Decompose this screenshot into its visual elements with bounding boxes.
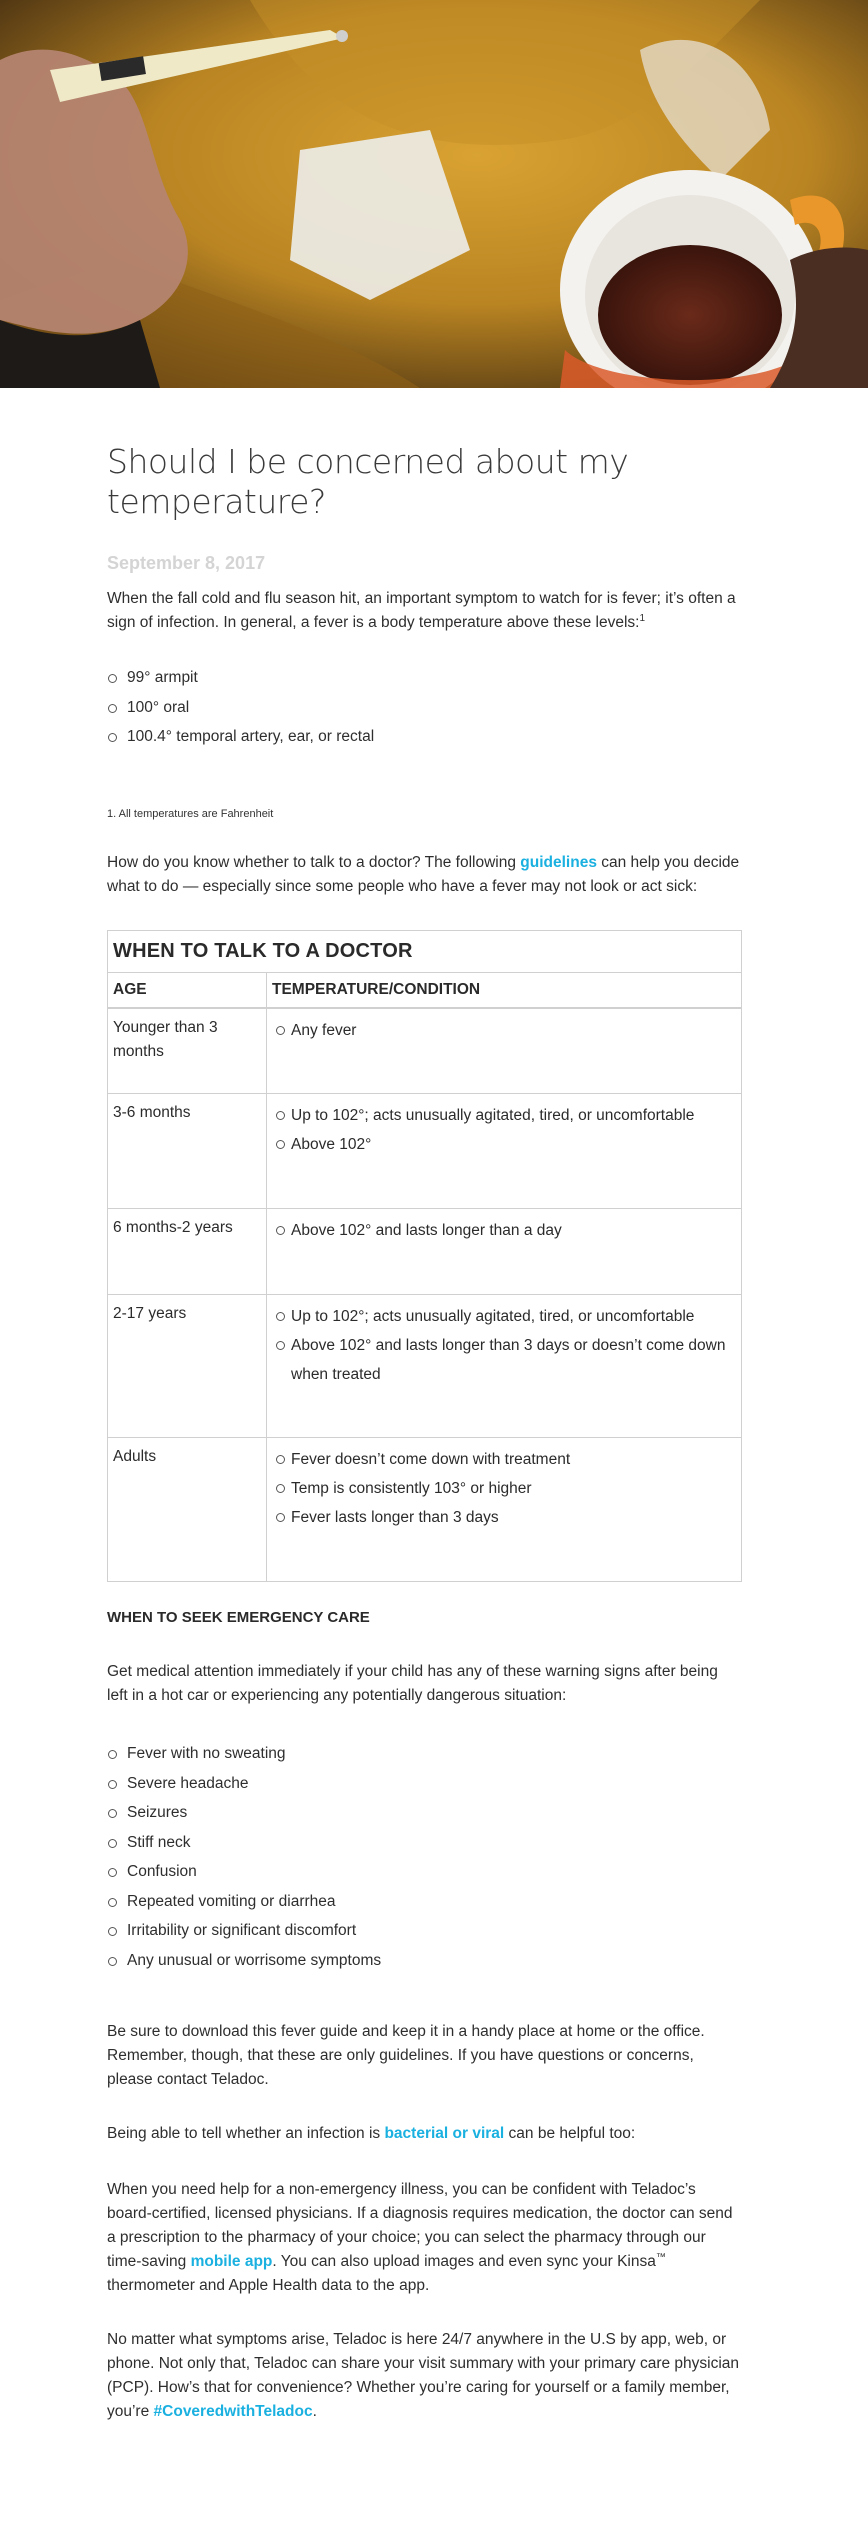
table-row [108,1209,741,1295]
list-item: Fever with no sweating [107,1742,381,1772]
list-item: 99° armpit [107,666,374,696]
col-header-temperature: TEMPERATURE/CONDITION [272,981,481,998]
infection-text-before: Being able to tell whether an infection is [107,2125,385,2142]
intro-paragraph [107,587,742,635]
condition-cell [267,1094,741,1208]
emergency-signs-list [107,1742,381,1978]
help-text-mid: . You can also upload images and even sync your Kinsa [272,2253,656,2270]
col-header-age: AGE [108,973,267,1007]
guidelines-paragraph [107,851,742,899]
condition-item: Temp is consistently 103° or higher [272,1474,741,1503]
condition-item: Fever lasts longer than 3 days [272,1503,741,1532]
help-text-before: When you need help for a non-emergency illness, you can be confident with Teladoc’s board-certified, licensed physicians. If a diagnosis requires medication, the doctor can send a prescription to the pharmacy of your choice; you can select the pharmacy through our time-saving [107,2181,733,2270]
help-paragraph [107,2178,742,2298]
footnote-ref: 1 [639,612,646,624]
list-item: Stiff neck [107,1831,381,1861]
condition-cell [267,1295,741,1437]
infection-text-after: can be helpful too: [504,2125,636,2142]
intro-text: When the fall cold and flu season hit, an important symptom to watch for is fever; it’s often a sign of infection. In general, a fever is a body temperature above these levels: [107,590,736,631]
condition-cell [267,1209,741,1294]
list-item: 100.4° temporal artery, ear, or rectal [107,725,374,755]
condition-item: Up to 102°; acts unusually agitated, tired, or uncomfortable [272,1302,741,1331]
condition-item: Above 102° and lasts longer than 3 days or doesn’t come down when treated [272,1331,741,1389]
age-cell: 6 months-2 years [108,1209,267,1294]
list-item: Irritability or significant discomfort [107,1919,381,1949]
emergency-intro: Get medical attention immediately if your child has any of these warning signs after being left in a hot car or experiencing any potentially dangerous situation: [107,1663,718,1704]
mobile-app-link[interactable]: mobile app [190,2253,273,2270]
bacterial-viral-link[interactable]: bacterial or viral [384,2125,505,2142]
list-item: Confusion [107,1860,381,1890]
age-cell: Younger than 3 months [108,1009,267,1093]
table-header [108,973,741,1009]
final-text-after: . [312,2403,317,2420]
age-cell: 2-17 years [108,1295,267,1437]
condition-cell [267,1438,741,1581]
table-row [108,1295,741,1438]
table-row [108,1438,741,1581]
page-title: Should I be concerned about my temperature? [107,442,629,521]
condition-item: Any fever [272,1016,741,1045]
list-item: 100° oral [107,696,374,726]
table-row [108,1009,741,1094]
list-item: Seizures [107,1801,381,1831]
footnote: 1. All temperatures are Fahrenheit [107,808,274,820]
covered-with-teladoc-link[interactable]: #CoveredwithTeladoc [153,2403,313,2420]
condition-item: Above 102° and lasts longer than a day [272,1216,741,1245]
publish-date: September 8, 2017 [107,553,266,573]
guidelines-text-before: How do you know whether to talk to a doctor? The following [107,854,521,871]
condition-item: Above 102° [272,1130,741,1159]
fever-levels-list [107,666,374,755]
guidelines-link[interactable]: guidelines [520,854,597,871]
emergency-heading: WHEN TO SEEK EMERGENCY CARE [107,1609,370,1626]
condition-item: Fever doesn’t come down with treatment [272,1445,741,1474]
download-paragraph: Be sure to download this fever guide and keep it in a handy place at home or the office. Remember, though, that these are only guidelines. If you have questions or concerns, please contact Teladoc. [107,2023,705,2088]
help-text-after: thermometer and Apple Health data to the app. [107,2277,430,2294]
trademark-symbol: ™ [655,2251,666,2263]
final-text-before: No matter what symptoms arise, Teladoc is here 24/7 anywhere in the U.S by app, web, or phone. Not only that, Teladoc can share your visit summary with your primary care physician (PCP). How’s that for convenience? Whether you’re caring for yourself or a family member, you’re [107,2331,740,2420]
infection-paragraph [107,2122,742,2146]
list-item: Any unusual or worrisome symptoms [107,1949,381,1979]
list-item: Severe headache [107,1772,381,1802]
guidelines-text-after: can help you decide what to do — especially since some people who have a fever may not look or act sick: [107,854,740,895]
list-item: Repeated vomiting or diarrhea [107,1890,381,1920]
final-paragraph [107,2328,742,2424]
table-row [108,1094,741,1209]
doctor-guidelines-table [107,930,742,1582]
condition-item: Up to 102°; acts unusually agitated, tired, or uncomfortable [272,1101,741,1130]
hero-illustration [0,0,868,388]
table-title: WHEN TO TALK TO A DOCTOR [108,931,741,973]
condition-cell [267,1009,741,1093]
age-cell: 3-6 months [108,1094,267,1208]
age-cell: Adults [108,1438,267,1581]
hero-image [0,0,868,388]
